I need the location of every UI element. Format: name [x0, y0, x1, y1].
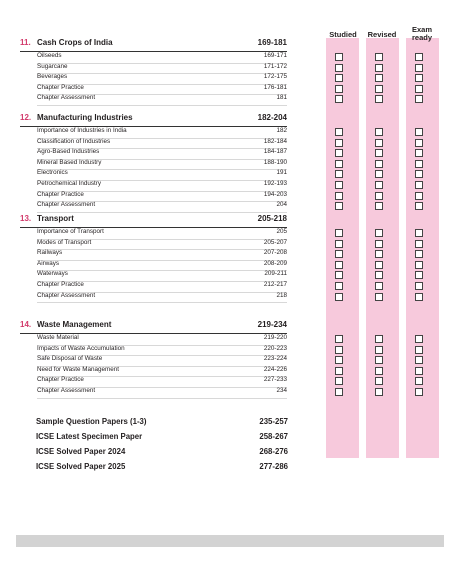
extra-row[interactable]	[36, 432, 288, 444]
extra-row[interactable]	[36, 417, 288, 429]
exam-ready-checkbox[interactable]	[415, 229, 423, 237]
exam-ready-checkbox[interactable]	[415, 128, 423, 136]
exam-ready-checkbox[interactable]	[415, 74, 423, 82]
topic-title: Chapter Assessment	[37, 94, 96, 102]
revised-checkbox[interactable]	[375, 160, 383, 168]
revised-checkbox[interactable]	[375, 271, 383, 279]
topic-title: Chapter Assessment	[37, 201, 96, 209]
exam-ready-checkbox[interactable]	[415, 53, 423, 61]
revised-checkbox[interactable]	[375, 139, 383, 147]
topic-pages: 182-184	[263, 137, 287, 145]
extra-pages: 235-257	[259, 417, 288, 426]
revised-checkbox[interactable]	[375, 261, 383, 269]
studied-checkbox[interactable]	[335, 240, 343, 248]
revised-checkbox[interactable]	[375, 74, 383, 82]
topic-row[interactable]	[37, 94, 287, 106]
chapter-pages: 182-204	[257, 113, 287, 122]
studied-checkbox[interactable]	[335, 335, 343, 343]
topic-pages: 227-233	[263, 376, 287, 384]
exam-ready-checkbox[interactable]	[415, 202, 423, 210]
revised-checkbox[interactable]	[375, 335, 383, 343]
topic-title: Chapter Practice	[37, 83, 84, 91]
revised-column-header: Revised	[367, 30, 397, 39]
topic-pages: 224-226	[263, 365, 287, 373]
topic-pages: 208-209	[263, 259, 287, 267]
topic-pages: 169-171	[263, 52, 287, 59]
exam-ready-checkbox[interactable]	[415, 388, 423, 396]
chapter-number: 13.	[20, 214, 32, 223]
studied-checkbox[interactable]	[335, 192, 343, 200]
topic-title: Chapter Assessment	[37, 291, 96, 299]
revised-checkbox[interactable]	[375, 377, 383, 385]
exam-ready-header-line1: Exam	[411, 25, 432, 34]
studied-checkbox[interactable]	[335, 160, 343, 168]
studied-checkbox[interactable]	[335, 85, 343, 93]
topic-title: Agro-Based Industries	[37, 148, 100, 156]
revised-checkbox[interactable]	[375, 64, 383, 72]
topic-title: Petrochemical Industry	[37, 180, 102, 187]
exam-ready-checkbox[interactable]	[415, 377, 423, 385]
topic-pages: 188-190	[263, 158, 287, 166]
exam-ready-checkbox[interactable]	[415, 95, 423, 103]
topic-title: Airways	[37, 259, 60, 267]
topic-title: Mineral Based Industry	[37, 158, 102, 166]
exam-ready-checkbox[interactable]	[415, 85, 423, 93]
studied-checkbox[interactable]	[335, 74, 343, 82]
exam-ready-header-line2: ready	[411, 33, 432, 42]
revised-checkbox[interactable]	[375, 282, 383, 290]
topic-title: Beverages	[37, 73, 68, 81]
topic-pages: 171-172	[263, 62, 287, 70]
studied-checkbox[interactable]	[335, 346, 343, 354]
topic-pages: 205-207	[263, 238, 287, 246]
extra-pages: 277-286	[259, 462, 288, 471]
topic-pages: 181	[276, 94, 287, 102]
revised-checkbox[interactable]	[375, 346, 383, 354]
studied-checkbox[interactable]	[335, 128, 343, 136]
topic-title: Waterways	[37, 270, 68, 278]
revised-checkbox[interactable]	[375, 53, 383, 61]
exam-ready-checkbox[interactable]	[415, 293, 423, 301]
chapter-title: Transport	[37, 214, 74, 223]
topic-title: Chapter Practice	[37, 376, 84, 384]
topic-pages: 191	[276, 169, 287, 177]
chapter-header[interactable]	[20, 113, 287, 127]
topic-pages: 218	[276, 291, 287, 299]
studied-checkbox[interactable]	[335, 139, 343, 147]
exam-ready-checkbox[interactable]	[415, 240, 423, 248]
topic-title: Chapter Practice	[37, 190, 84, 198]
studied-checkbox[interactable]	[335, 293, 343, 301]
studied-checkbox[interactable]	[335, 64, 343, 72]
topic-pages: 223-224	[263, 355, 287, 363]
exam-ready-checkbox[interactable]	[415, 192, 423, 200]
revised-checkbox[interactable]	[375, 367, 383, 375]
revised-checkbox[interactable]	[375, 240, 383, 248]
topic-title: Electronics	[37, 169, 68, 177]
topic-title: Modes of Transport	[37, 238, 92, 246]
chapter-pages: 205-218	[257, 214, 287, 223]
studied-checkbox[interactable]	[335, 53, 343, 61]
exam-ready-checkbox[interactable]	[415, 346, 423, 354]
topic-title: Sugarcane	[37, 62, 68, 70]
topic-pages: 219-220	[263, 334, 287, 341]
studied-checkbox[interactable]	[335, 388, 343, 396]
studied-checkbox[interactable]	[335, 261, 343, 269]
revised-checkbox[interactable]	[375, 192, 383, 200]
topic-title: Need for Waste Management	[37, 365, 120, 373]
studied-checkbox[interactable]	[335, 271, 343, 279]
studied-checkbox[interactable]	[335, 181, 343, 189]
exam-ready-checkbox[interactable]	[415, 282, 423, 290]
extra-title: ICSE Solved Paper 2024	[36, 447, 126, 456]
studied-checkbox[interactable]	[335, 377, 343, 385]
topic-pages: 184-187	[263, 148, 287, 156]
revised-checkbox[interactable]	[375, 95, 383, 103]
topic-title: Safe Disposal of Waste	[37, 355, 103, 363]
topic-title: Oilseeds	[37, 52, 62, 59]
chapter-title: Cash Crops of India	[37, 38, 113, 47]
studied-column-header: Studied	[329, 30, 357, 39]
chapter-title: Manufacturing Industries	[37, 113, 133, 122]
exam-ready-checkbox[interactable]	[415, 356, 423, 364]
exam-ready-checkbox[interactable]	[415, 160, 423, 168]
exam-ready-checkbox[interactable]	[415, 250, 423, 258]
studied-checkbox[interactable]	[335, 282, 343, 290]
exam-ready-column-header	[397, 26, 447, 42]
topic-pages: 209-211	[264, 270, 287, 278]
studied-checkbox[interactable]	[335, 202, 343, 210]
chapter-header[interactable]	[20, 38, 287, 52]
studied-checkbox[interactable]	[335, 367, 343, 375]
topic-pages: 220-223	[263, 344, 287, 352]
studied-checkbox[interactable]	[335, 149, 343, 157]
revised-checkbox[interactable]	[375, 170, 383, 178]
extra-row[interactable]	[36, 462, 288, 474]
exam-ready-checkbox[interactable]	[415, 335, 423, 343]
footer-bar	[16, 535, 444, 547]
extra-pages: 258-267	[259, 432, 288, 441]
topic-row[interactable]	[37, 292, 287, 304]
topic-title: Impacts of Waste Accumulation	[37, 344, 125, 352]
chapter-title: Waste Management	[37, 320, 112, 329]
revised-checkbox[interactable]	[375, 356, 383, 364]
topic-row[interactable]	[37, 201, 287, 213]
topic-title: Importance of Industries in India	[37, 127, 127, 134]
topic-pages: 176-181	[263, 83, 287, 91]
extra-title: Sample Question Papers (1-3)	[36, 417, 147, 426]
topic-title: Importance of Transport	[37, 228, 104, 235]
revised-checkbox[interactable]	[375, 250, 383, 258]
topic-pages: 192-193	[263, 180, 287, 187]
exam-ready-checkbox[interactable]	[415, 181, 423, 189]
revised-checkbox[interactable]	[375, 293, 383, 301]
topic-pages: 172-175	[263, 73, 287, 81]
exam-ready-checkbox[interactable]	[415, 271, 423, 279]
topic-pages: 182	[276, 127, 287, 134]
chapter-pages: 219-234	[257, 320, 287, 329]
exam-ready-checkbox[interactable]	[415, 367, 423, 375]
topic-pages: 204	[276, 201, 287, 209]
topic-title: Chapter Assessment	[37, 387, 96, 394]
topic-title: Classification of Industries	[37, 137, 111, 145]
chapter-header[interactable]	[20, 320, 287, 334]
extra-pages: 268-276	[259, 447, 288, 456]
studied-checkbox[interactable]	[335, 250, 343, 258]
studied-checkbox[interactable]	[335, 170, 343, 178]
topic-row[interactable]	[37, 387, 287, 399]
extra-title: ICSE Solved Paper 2025	[36, 462, 126, 471]
exam-ready-checkbox[interactable]	[415, 170, 423, 178]
exam-ready-checkbox[interactable]	[415, 149, 423, 157]
chapter-number: 11.	[20, 38, 31, 47]
topic-pages: 205	[276, 228, 287, 235]
chapter-number: 12.	[20, 113, 32, 122]
revised-checkbox[interactable]	[375, 181, 383, 189]
revised-checkbox[interactable]	[375, 128, 383, 136]
topic-title: Railways	[37, 249, 63, 257]
topic-pages: 194-203	[263, 190, 287, 198]
chapter-number: 14.	[20, 320, 32, 329]
extra-row[interactable]	[36, 447, 288, 459]
studied-checkbox[interactable]	[335, 229, 343, 237]
topic-pages: 207-208	[263, 249, 287, 257]
topic-pages: 212-217	[263, 281, 287, 288]
revised-checkbox[interactable]	[375, 202, 383, 210]
exam-ready-checkbox[interactable]	[415, 261, 423, 269]
chapter-pages: 169-181	[257, 38, 287, 47]
revised-checkbox[interactable]	[375, 229, 383, 237]
revised-checkbox[interactable]	[375, 149, 383, 157]
revised-checkbox[interactable]	[375, 388, 383, 396]
exam-ready-checkbox[interactable]	[415, 64, 423, 72]
topic-title: Waste Material	[37, 334, 79, 341]
chapter-header[interactable]	[20, 214, 287, 228]
studied-checkbox[interactable]	[335, 356, 343, 364]
exam-ready-checkbox[interactable]	[415, 139, 423, 147]
topic-title: Chapter Practice	[37, 281, 84, 288]
topic-pages: 234	[276, 387, 287, 394]
revised-checkbox[interactable]	[375, 85, 383, 93]
studied-checkbox[interactable]	[335, 95, 343, 103]
extra-title: ICSE Latest Specimen Paper	[36, 432, 143, 441]
